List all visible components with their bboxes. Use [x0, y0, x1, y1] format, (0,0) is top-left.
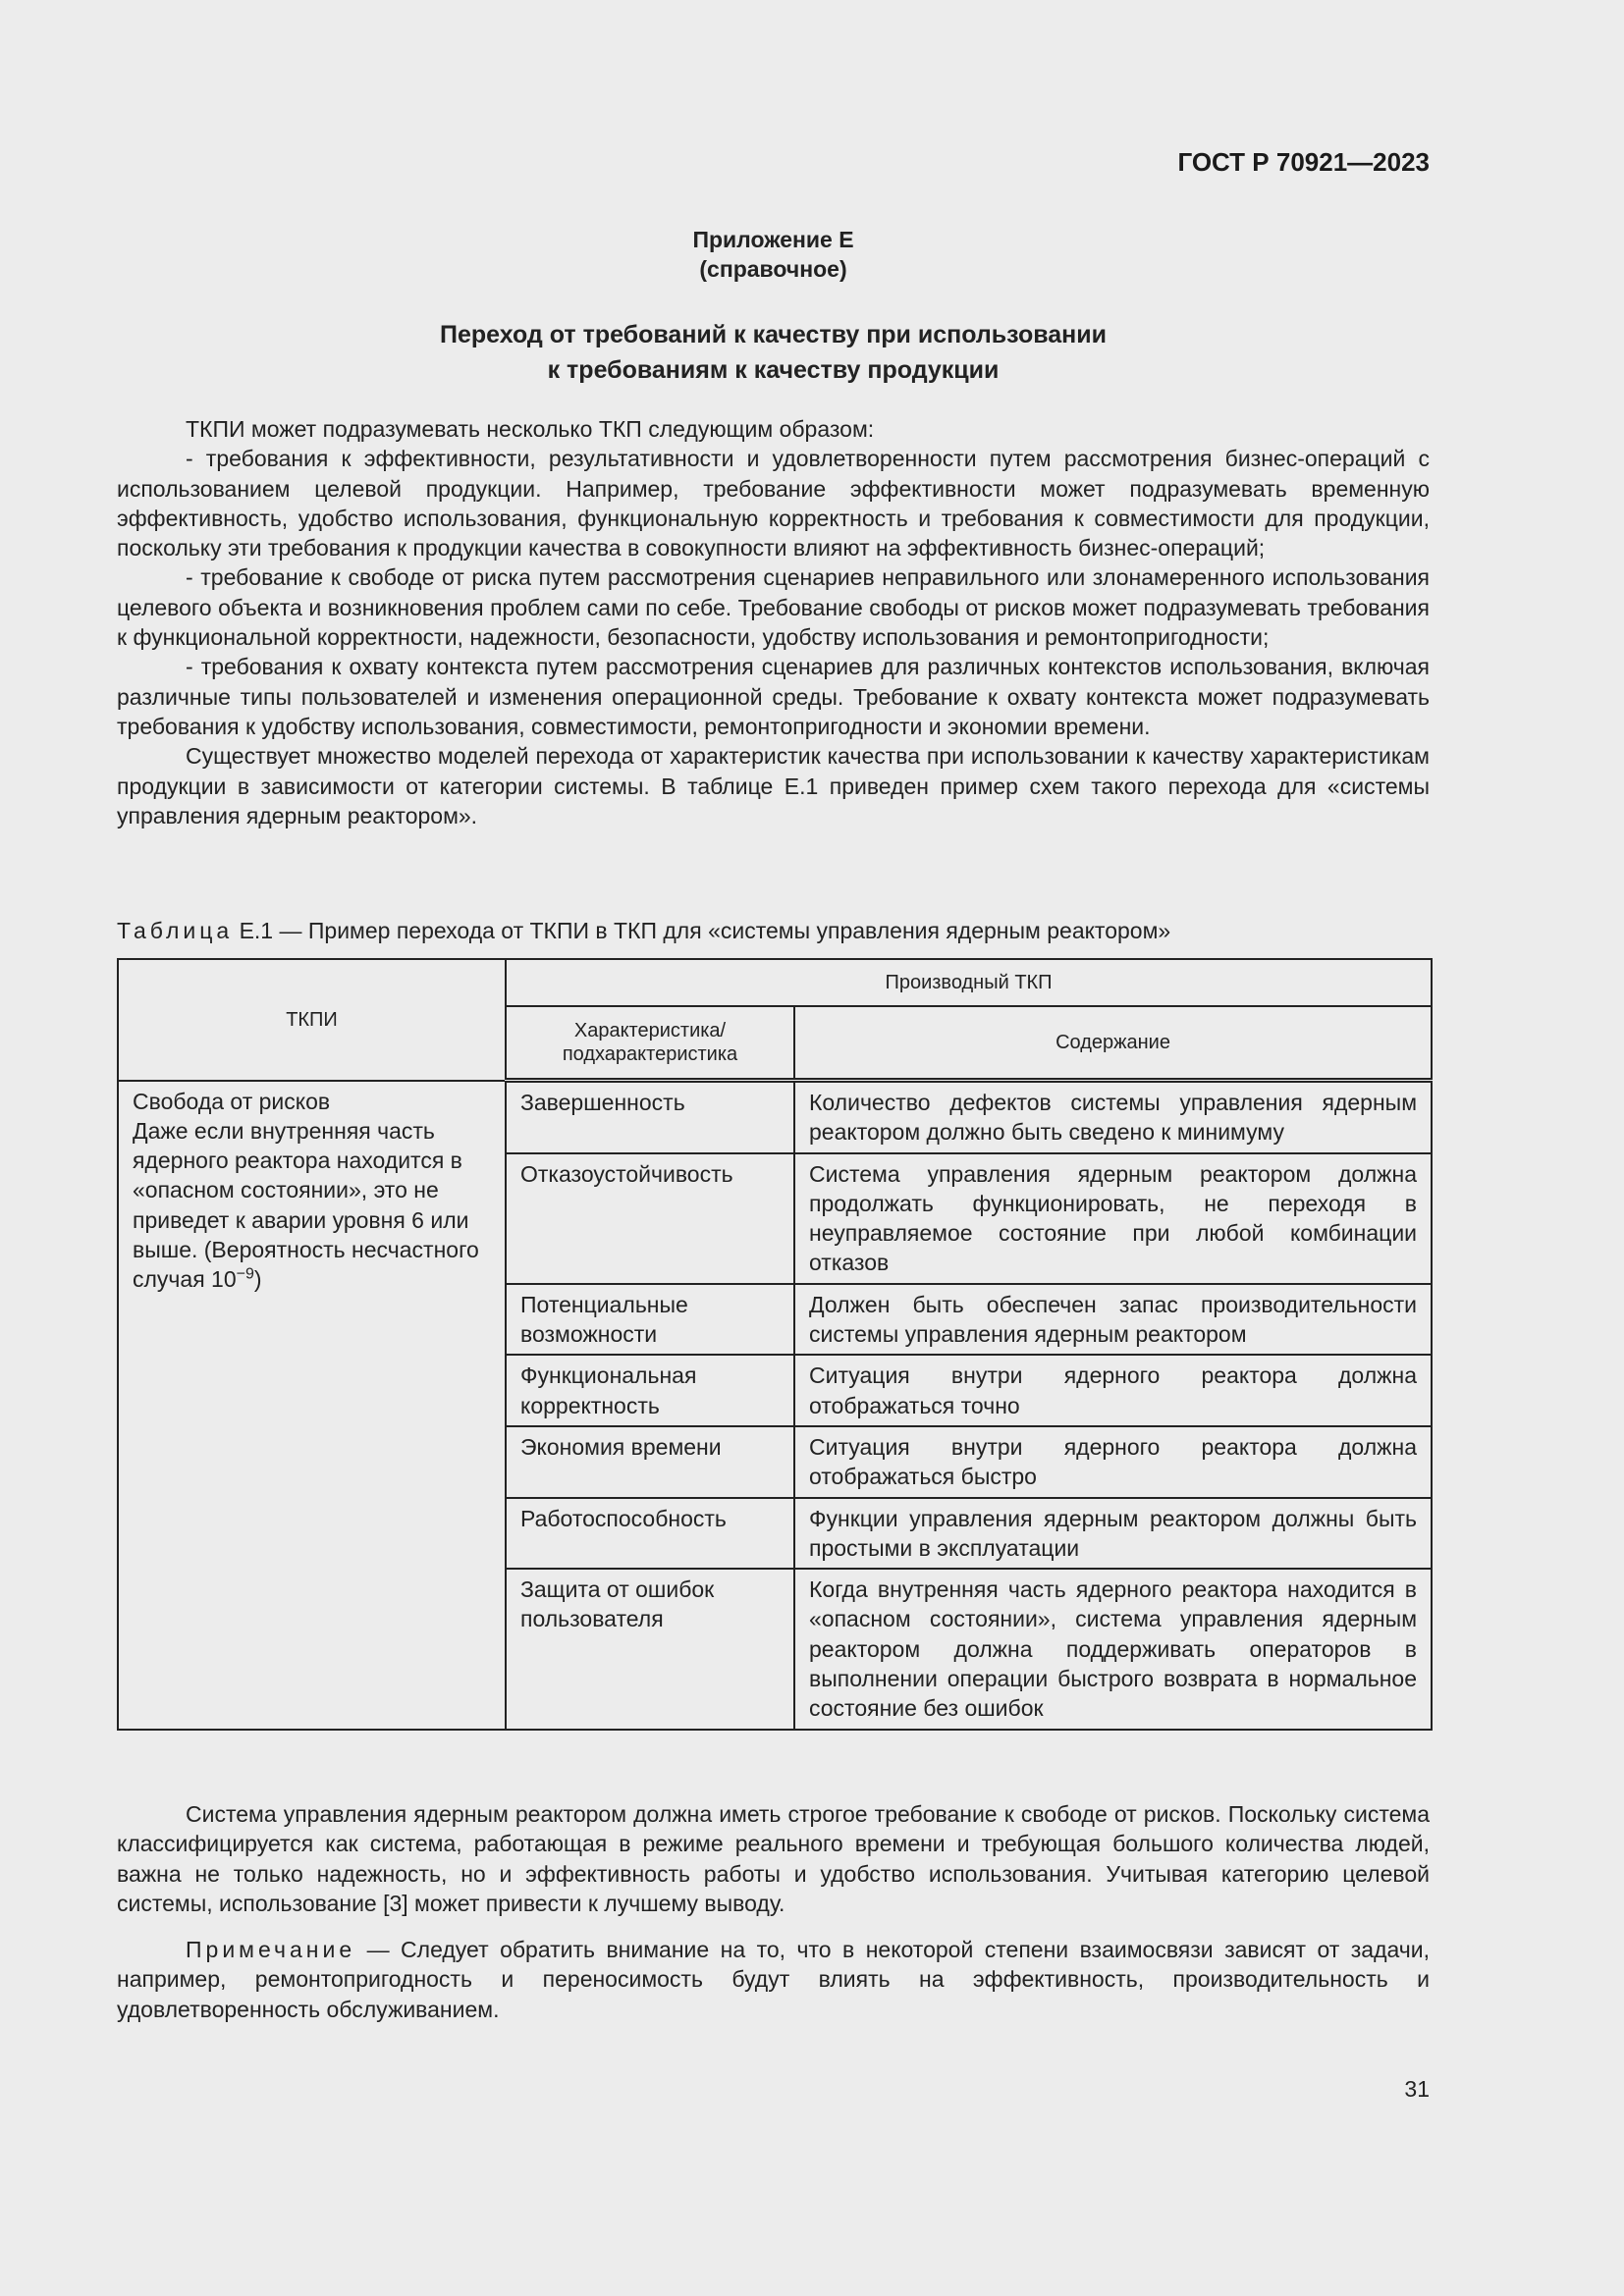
table-caption-text: Е.1 — Пример перехода от ТКПИ в ТКП для «системы управления ядерным реактором»	[239, 918, 1171, 943]
tkpi-close: )	[253, 1266, 262, 1293]
appendix-title: Приложение Е	[692, 227, 854, 252]
characteristic-cell: Экономия времени	[506, 1426, 794, 1498]
note-block	[117, 1935, 1430, 2024]
table-caption-label: Таблица	[117, 918, 234, 943]
characteristic-cell: Защита от ошибок пользователя	[506, 1569, 794, 1729]
header-characteristic-line-1: Характеристика/	[573, 1020, 727, 1041]
section-title-line-1: Переход от требований к качеству при использовании	[439, 321, 1108, 348]
intro-text	[117, 414, 1430, 830]
intro-paragraph: Существует множество моделей перехода от характеристик качества при использовании к качеству характеристикам продукции в зависимости от категории системы. В таблице Е.1 приведен пример схем такого перехода для «системы управления ядерным реактором».	[117, 743, 1430, 828]
intro-bullet: - требование к свободе от риска путем рассмотрения сценариев неправильного или злонамеренного использования целевого объекта и возникновения проблем сами по себе. Требование свободы от рисков может подразумевать требования к функциональной корректности, надежности, безопасности, удобству использования и ремонтопригодности;	[117, 564, 1430, 651]
header-characteristic	[506, 1006, 794, 1081]
intro-bullet: - требования к эффективности, результативности и удовлетворенности путем рассмотрения бизнес-операций с использованием целевой продукции. Например, требование эффективности может подразумевать временную эффективность, удобство использования, функциональную корректность и требования к совместимости для продукции, поскольку эти требования к продукции качества в совокупности влияют на эффективность бизнес-операций;	[117, 446, 1430, 561]
header-characteristic-line-2: подхарактеристика	[562, 1043, 738, 1065]
appendix-type: (справочное)	[699, 256, 847, 282]
characteristic-cell: Работоспособность	[506, 1498, 794, 1570]
characteristic-cell: Завершенность	[506, 1081, 794, 1153]
note-paragraph	[117, 1935, 1430, 2024]
header-derived: Производный ТКП	[506, 959, 1432, 1006]
characteristic-cell: Функциональная корректность	[506, 1355, 794, 1426]
table-row	[118, 1081, 1432, 1153]
after-table-paragraph: Система управления ядерным реактором должна иметь строгое требование к свободе от рисков. Поскольку система классифицируется как система, работающая в режиме реального времени и требующая большого количества людей, важна не только надежность, но и эффективность работы и удобство использования. Учитывая категорию целевой системы, использование [3] может привести к лучшему выводу.	[117, 1801, 1430, 1916]
note-text: — Следует обратить внимание на то, что в некоторой степени взаимосвязи зависят от задачи, например, ремонтопригодность и переносимость будут влиять на эффективность, производительность и удовлетворенность обслуживанием.	[117, 1937, 1430, 2022]
transition-table	[117, 958, 1433, 1731]
tkpi-text: Даже если внутренняя часть ядерного реактора находится в «опасном состоянии», это не приведет к аварии уровня 6 или выше. (Вероятность несчастного случая 10	[133, 1117, 479, 1293]
header-tkpi: ТКПИ	[118, 959, 506, 1081]
characteristic-cell: Отказоустойчивость	[506, 1153, 794, 1284]
tkpi-description	[133, 1116, 491, 1295]
content-cell: Когда внутренняя часть ядерного реактора находится в «опасном состоянии», система управления ядерным реактором должна поддерживать операторов в выполнении операции быстрого возврата в нормальное состояние без ошибок	[794, 1569, 1432, 1729]
header-content: Содержание	[794, 1006, 1432, 1081]
content-cell: Количество дефектов системы управления ядерным реактором должно быть сведено к минимуму	[794, 1081, 1432, 1153]
content-cell: Функции управления ядерным реактором должны быть простыми в эксплуатации	[794, 1498, 1432, 1570]
characteristic-cell: Потенциальные возможности	[506, 1284, 794, 1356]
tkpi-cell	[118, 1081, 506, 1730]
content-cell: Ситуация внутри ядерного реактора должна отображаться точно	[794, 1355, 1432, 1426]
section-title	[117, 317, 1430, 388]
intro-bullet: - требования к охвату контекста путем рассмотрения сценариев для различных контекстов использования, включая различные типы пользователей и изменения операционной среды. Требование к охвату контекста может подразумевать требования к удобству использования, совместимости, ремонтопригодности и экономии времени.	[117, 654, 1430, 739]
appendix-heading	[117, 225, 1430, 284]
tkpi-title: Свобода от рисков	[133, 1088, 331, 1114]
note-label: Примечание	[186, 1937, 356, 1962]
content-cell: Должен быть обеспечен запас производительности системы управления ядерным реактором	[794, 1284, 1432, 1356]
after-table-text	[117, 1799, 1430, 1918]
table-caption	[117, 916, 1430, 945]
content-cell: Ситуация внутри ядерного реактора должна отображаться быстро	[794, 1426, 1432, 1498]
intro-paragraph: ТКПИ может подразумевать несколько ТКП следующим образом:	[186, 416, 875, 442]
section-title-line-2: к требованиям к качеству продукции	[547, 356, 1000, 384]
document-code: ГОСТ Р 70921—2023	[1177, 147, 1430, 177]
content-cell: Система управления ядерным реактором должна продолжать функционировать, не переходя в неуправляемое состояние при любой комбинации отказов	[794, 1153, 1432, 1284]
page-number: 31	[1404, 2076, 1430, 2102]
tkpi-exponent: −9	[236, 1265, 254, 1283]
